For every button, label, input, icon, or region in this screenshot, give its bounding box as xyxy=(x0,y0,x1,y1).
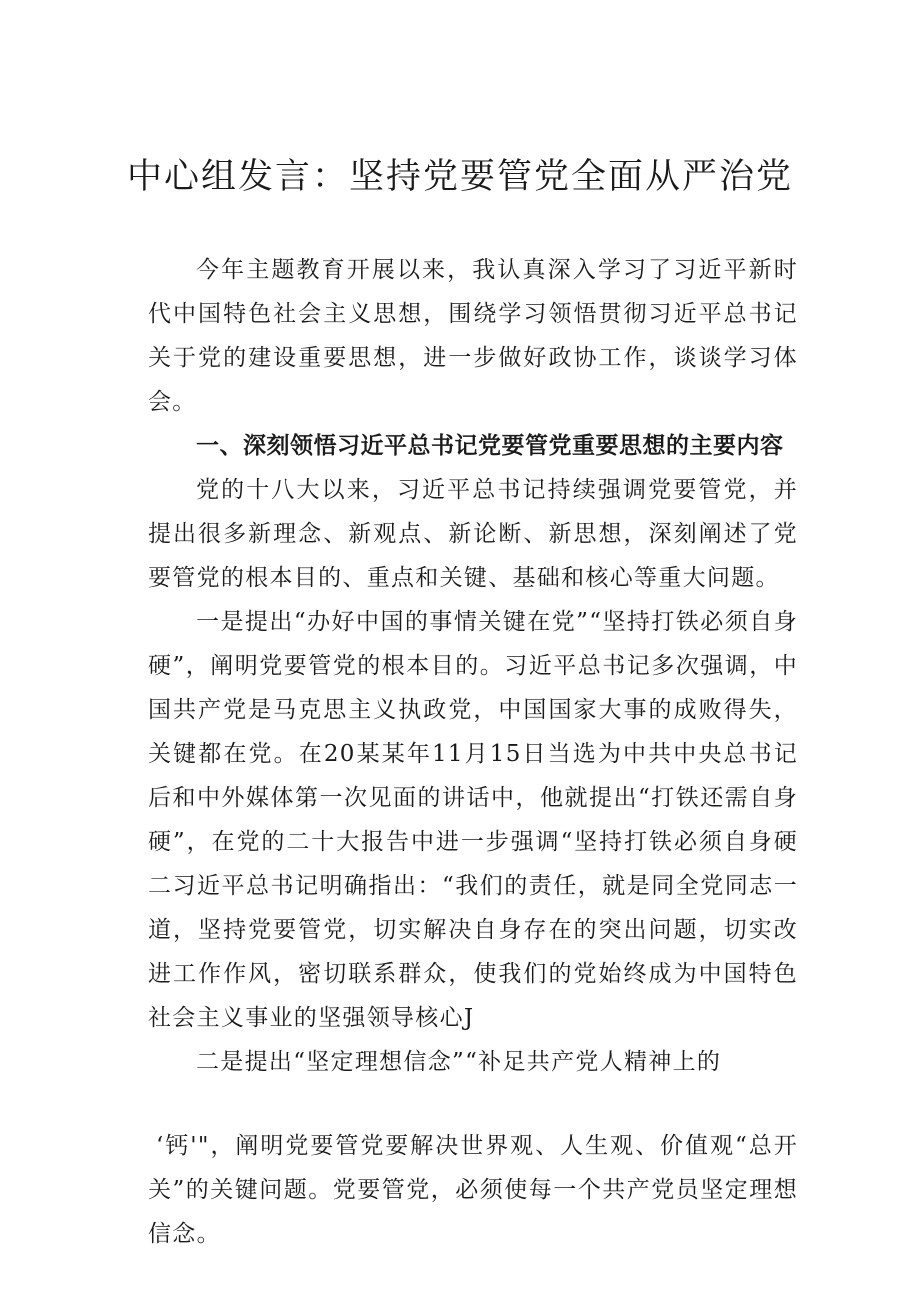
body-paragraph: 党的十八大以来，习近平总书记持续强调党要管党，并提出很多新理念、新观点、新论断、新思想，深刻阐述了党要管党的根本目的、重点和关键、基础和核心等重大问题。 xyxy=(148,477,798,591)
body-paragraph: 一是提出“办好中国的事情关键在党”“坚持打铁必须自身硬”，阐明党要管党的根本目的。习近平总书记多次强调，中国共产党是马克思主义执政党，中国国家大事的成败得失，关键都在党。在20某某年11月15日当选为中共中央总书记后和中外媒体第一次见面的讲话中，他就提出“打铁还需自身硬”，在党的二十大报告中进一步强调“坚持打铁必须自身硬二习近平总书记明确指出：“我们的责任，就是同全党同志一道，坚持党要管党，切实解决自身存在的突出问题，切实改进工作作风，密切联系群众，使我们的党始终成为中国特色社会主义事业的坚强领导核心J xyxy=(148,609,798,1031)
body-paragraph: 二是提出“坚定理想信念”“补足共产党人精神上的 xyxy=(196,1049,722,1075)
intro-paragraph: 今年主题教育开展以来，我认真深入学习了习近平新时代中国特色社会主义思想，围绕学习领悟贯彻习近平总书记关于党的建设重要思想，进一步做好政协工作，谈谈学习体会。 xyxy=(148,257,798,415)
section-heading: 一、深刻领悟习近平总书记党要管党重要思想的主要内容 xyxy=(196,433,784,459)
document-body xyxy=(148,248,798,1256)
document-title: 中心组发言：坚持党要管党全面从严治党 xyxy=(126,157,793,197)
body-paragraph-continued: ‘钙'"，阐明党要管党要解决世界观、人生观、价值观“总开关”的关键问题。党要管党，必须使每一个共产党员坚定理想信念。 xyxy=(148,1133,798,1247)
